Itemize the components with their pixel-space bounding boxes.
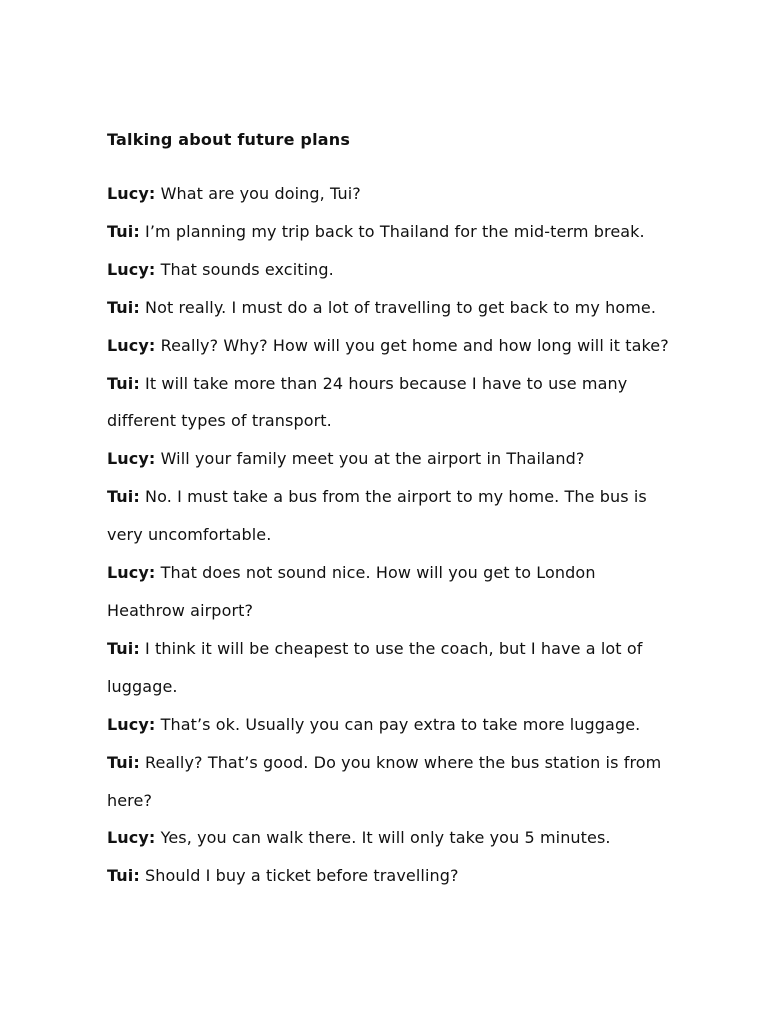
dialogue-text: That does not sound nice. How will you get to London Heathrow airport? [107,563,596,620]
dialogue-text: That’s ok. Usually you can pay extra to take more luggage. [160,714,641,734]
speaker-name: Lucy: [107,184,156,203]
dialogue-line [107,251,677,289]
dialogue-line [107,289,677,327]
speaker-name: Lucy: [107,828,156,848]
dialogue-line [107,744,677,820]
dialogue-text: No. I must take a bus from the airport to my home. The bus is very uncomfortable. [107,487,647,545]
dialogue-text: What are you doing, Tui? [160,184,361,203]
dialogue-text: Yes, you can walk there. It will only take you 5 minutes. [160,828,611,848]
speaker-name: Tui: [107,221,140,241]
dialogue-text: That sounds exciting. [160,259,334,279]
dialogue-text: Should I buy a ticket before travelling? [145,866,459,886]
dialogue-text: It will take more than 24 hours because I have to use many different types of transport. [107,373,628,431]
dialogue-line [107,630,677,706]
dialogue-line [107,706,677,744]
dialogue-line [107,440,677,478]
speaker-name: Tui: [107,297,140,317]
dialogue [107,175,677,895]
dialogue-line [107,819,677,857]
speaker-name: Tui: [107,373,140,393]
dialogue-text: I’m planning my trip back to Thailand for the mid-term break. [145,221,645,241]
dialogue-text: Really? That’s good. Do you know where the bus station is from here? [107,752,662,810]
speaker-name: Tui: [107,487,140,507]
dialogue-text: Not really. I must do a lot of travelling to get back to my home. [145,297,657,317]
speaker-name: Lucy: [107,714,156,734]
dialogue-line [107,327,677,365]
dialogue-line [107,554,677,630]
dialogue-line [107,478,677,554]
dialogue-line [107,175,677,213]
speaker-name: Lucy: [107,259,156,279]
dialogue-line [107,857,677,895]
dialogue-line [107,365,677,441]
speaker-name: Lucy: [107,335,156,355]
dialogue-line [107,213,677,251]
dialogue-text: I think it will be cheapest to use the coach, but I have a lot of luggage. [107,638,643,696]
speaker-name: Lucy: [107,449,156,469]
speaker-name: Tui: [107,866,140,886]
dialogue-text: Will your family meet you at the airport in Thailand? [160,449,585,469]
speaker-name: Tui: [107,638,140,658]
speaker-name: Lucy: [107,563,156,583]
speaker-name: Tui: [107,752,140,772]
document-title: Talking about future plans [107,130,351,149]
dialogue-text: Really? Why? How will you get home and how long will it take? [160,335,669,355]
